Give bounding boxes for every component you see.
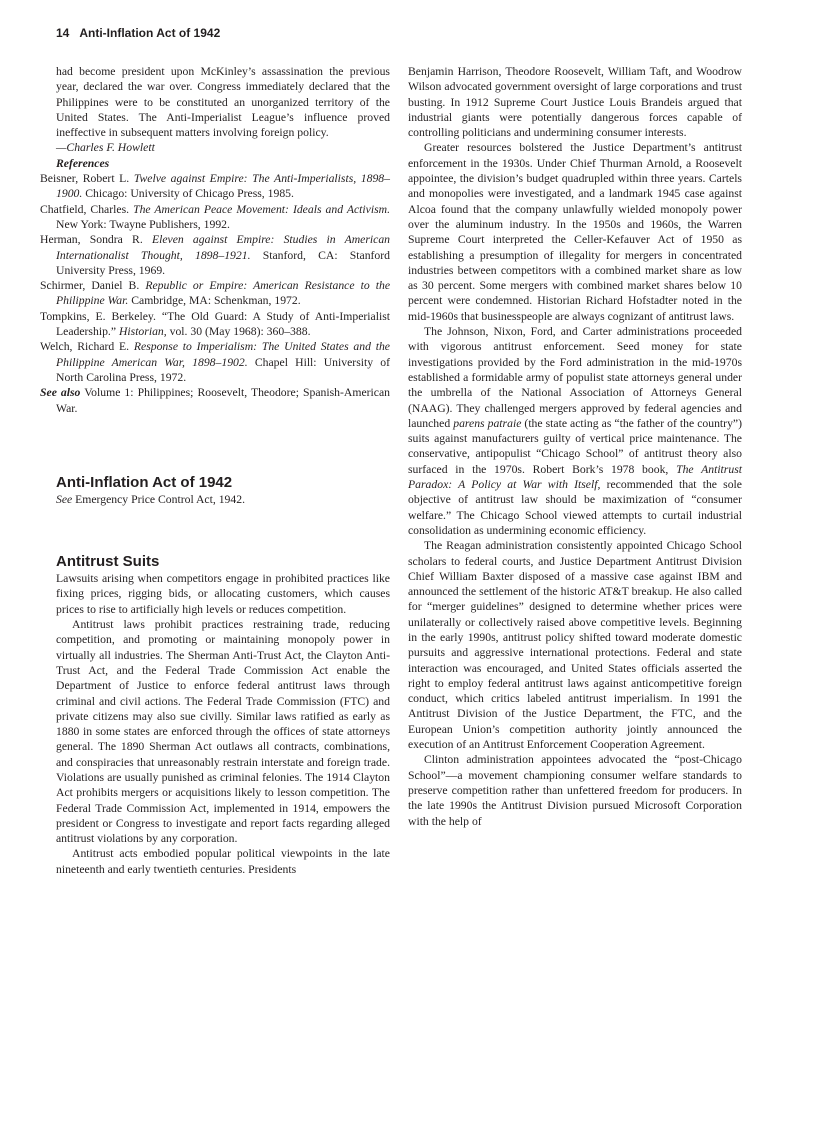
reference-author: Welch, Richard E. xyxy=(40,340,130,354)
reference-publication: Chicago: University of Chicago Press, 1985. xyxy=(85,187,294,201)
paragraph-text: recommended that the sole objective of antitrust law should be maximization of “consumer welfare.” The Chicago School viewed attempts to curtail industrial consolidation as undermining economic efficiency. xyxy=(408,478,742,537)
right-column xyxy=(408,64,742,829)
body-paragraph xyxy=(408,324,742,538)
latin-term: parens patraie xyxy=(453,416,522,430)
reference-entry xyxy=(40,171,390,202)
body-paragraph: Benjamin Harrison, Theodore Roosevelt, William Taft, and Woodrow Wilson advocated government oversight of large corporations and trust busting. In 1912 Supreme Court Justice Louis Brandeis argued that industrial giants were potentially dangerous forces capable of controlling politicians and undermining consumer interests. xyxy=(408,65,742,140)
running-header xyxy=(56,26,768,40)
book-page xyxy=(40,26,768,1106)
continuation-paragraph: had become president upon McKinley’s assassination the previous year, declared the war over. Congress immediately declared that the Philippines were to be constituted an unorganized territory of the United States. The Anti-Imperialist League’s influence proved ineffective in subsequent matters involving foreign policy. xyxy=(56,65,390,140)
reference-entry xyxy=(40,309,390,340)
see-also-text: Volume 1: Philippines; Roosevelt, Theodore; Spanish-American War. xyxy=(56,386,390,415)
reference-publication: Stanford, CA: Stanford University Press, 1969. xyxy=(56,248,391,277)
reference-author: Schirmer, Daniel B. xyxy=(40,279,140,293)
reference-title: Republic or Empire: American Resistance to the Philippine War. xyxy=(56,279,391,308)
section-spacer xyxy=(56,507,390,553)
reference-publication: Cambridge, MA: Schenkman, 1972. xyxy=(131,294,301,308)
entry-title-antitrust-suits: Antitrust Suits xyxy=(56,553,160,571)
body-paragraph: Clinton administration appointees advocated the “post-Chicago School”—a movement championing consumer welfare standards to preserve competition rather than unfettered freedom for producers. In the late 1990s the Antitrust Division pursued Microsoft Corporation with the help of xyxy=(408,753,742,828)
running-title: Anti-Inflation Act of 1942 xyxy=(79,26,221,40)
reference-title: The American Peace Movement: Ideals and Activism. xyxy=(133,202,391,216)
definition-paragraph: Lawsuits arising when competitors engage in prohibited practices like fixing prices, rigging bids, or allocating customers, which causes prices to rise to artificially high levels or reduces competition. xyxy=(56,572,390,616)
reference-author: Chatfield, Charles. xyxy=(40,202,130,216)
reference-entry xyxy=(40,232,391,278)
left-column xyxy=(40,64,391,877)
cross-reference xyxy=(56,492,390,507)
reference-title: Eleven against Empire: Studies in American Internationalist Thought, 1898–1921. xyxy=(56,233,391,262)
cross-reference-target: Emergency Price Control Act, 1942. xyxy=(75,492,246,506)
reference-title: Twelve against Empire: The Anti-Imperialists, 1898–1900. xyxy=(56,172,390,201)
reference-title: Response to Imperialism: The United States and the Philippine American War, 1898–1902. xyxy=(56,340,390,369)
section-spacer xyxy=(56,416,390,474)
body-paragraph: Antitrust acts embodied popular political viewpoints in the late nineteenth and early twentieth centuries. Presidents xyxy=(56,847,390,876)
reference-publication: Chapel Hill: University of North Carolina Press, 1972. xyxy=(56,355,390,384)
see-also-note xyxy=(40,385,390,416)
author-attribution: —Charles F. Howlett xyxy=(56,141,155,155)
reference-author: Beisner, Robert L. xyxy=(40,172,130,186)
page-number: 14 xyxy=(56,26,70,40)
body-paragraph: Antitrust laws prohibit practices restraining trade, reducing competition, and promoting or maintaining monopoly power in virtually all industries. The Sherman Anti-Trust Act, the Clayton Anti-Trust Act, and the Federal Trade Commission Act enable the Department of Justice to enforce federal antitrust laws through criminal and civil actions. The Federal Trade Commission (FTC) and private citizens may also sue civilly. Similar laws ratified as early as 1880 in some states are enforced through the offices of state attorneys general. The 1890 Sherman Act outlaws all contracts, combinations, and conspiracies that unreasonably restrain interstate and foreign trade. Violations are usually punished as criminal felonies. The 1914 Clayton Act prohibits mergers or acquisitions likely to lesson competition. The Federal Trade Commission Act, implemented in 1914, empowers the president or Congress to investigate and report facts regarding alleged antitrust violations by any corporation. xyxy=(56,618,390,846)
reference-author: Herman, Sondra R. xyxy=(40,233,143,247)
book-title: The Antitrust Paradox: A Policy at War with Itself, xyxy=(408,462,742,492)
references-heading: References xyxy=(56,156,110,170)
see-label: See xyxy=(56,492,73,506)
reference-entry xyxy=(40,202,391,233)
reference-author: Tompkins, E. Berkeley. “The Old Guard: A Study of Anti-Imperialist Leadership.” xyxy=(40,309,390,339)
body-paragraph: The Reagan administration consistently appointed Chicago School scholars to federal courts, and Justice Department Antitrust Division Chief William Baxter disposed of a massive case against IBM and announced the settlement of the historic AT&T breakup. He also called for “merger guidelines” designed to determine whether prices were unilaterally or collectively raised above competitive levels. Beginning in the early 1990s, antitrust policy shifted toward moderate domestic pursuits and aggressive international protections. Federal and state interaction was encouraged, and United States officials asserted the right to employ federal antitrust laws against anticompetitive foreign conduct, which critics labeled antitrust imperialism. In 1991 the Antitrust Division of the Justice Department, the FTC, and the European Union’s competition authority jointly announced the execution of an Antitrust Enforcement Cooperation Agreement. xyxy=(408,539,742,752)
entry-title-anti-inflation-act: Anti-Inflation Act of 1942 xyxy=(56,473,233,491)
body-paragraph: Greater resources bolstered the Justice Department’s antitrust enforcement in the 1930s. Under Chief Thurman Arnold, a Roosevelt appointee, the division’s budget quadrupled within three years. Cartels and monopolies were investigated, and a landmark 1945 case against Alcoa found that the company unlawfully wielded monopoly power over the aluminum industry. In the 1950s and 1960s, the Warren Supreme Court interpreted the Celler-Kefauver Act of 1950 as establishing a presumption of illegality for mergers in concentrated industries between competitors with a combined market share as low as 30 percent. Some mergers with combined market shares below 10 percent were condemned. Historian Richard Hofstadter noted in the mid-1960s that businesspeople are always cognizant of antitrust laws. xyxy=(408,141,742,323)
see-also-label: See also xyxy=(40,386,81,400)
reference-publication: New York: Twayne Publishers, 1992. xyxy=(56,217,230,231)
reference-entry xyxy=(40,278,391,309)
reference-title: Historian, xyxy=(118,325,167,339)
reference-entry xyxy=(40,339,390,385)
paragraph-text: (the state acting as “the father of the country”) suits against manufacturers guilty of vertical price maintenance. The conservative, antipopulist “Chicago School” of antitrust theory also surfaced in the 1970s. Robert Bork’s 1978 book, xyxy=(408,416,742,476)
paragraph-text: The Johnson, Nixon, Ford, and Carter administrations proceeded with vigorous antitrust enforcement. Seed money for state investigations provided by the Ford administration in the mid-1970s established a formidable army of populist state attorneys general under the umbrella of the National Association of Attorneys General (NAAG). They challenged mergers approved by federal agencies and launched xyxy=(408,325,742,430)
reference-publication: vol. 30 (May 1968): 360–388. xyxy=(169,325,311,339)
